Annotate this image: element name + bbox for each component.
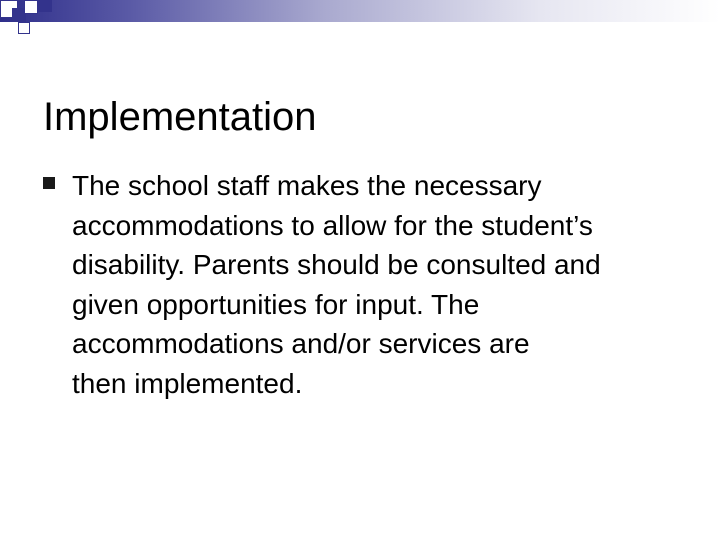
bullet-line: given opportunities for input. The [72, 288, 480, 320]
bullet-item [43, 166, 693, 403]
bullet-text [72, 166, 692, 403]
decorative-square-outline [24, 0, 38, 14]
slide-content [43, 166, 693, 403]
bullet-line: accommodations and/or services are [72, 328, 530, 359]
bullet-line: The school staff makes the necessary [72, 170, 542, 201]
square-bullet-icon [43, 177, 55, 189]
bullet-line: disability. Parents should be consulted and [72, 249, 601, 280]
bullet-line: accommodations to allow for the student’s [72, 209, 593, 241]
decorative-square-outline [18, 22, 30, 34]
slide-title: Implementation [43, 94, 317, 139]
bullet-line: then implemented. [72, 367, 303, 399]
decorative-square-solid [38, 0, 52, 12]
header-gradient-band [0, 0, 720, 22]
